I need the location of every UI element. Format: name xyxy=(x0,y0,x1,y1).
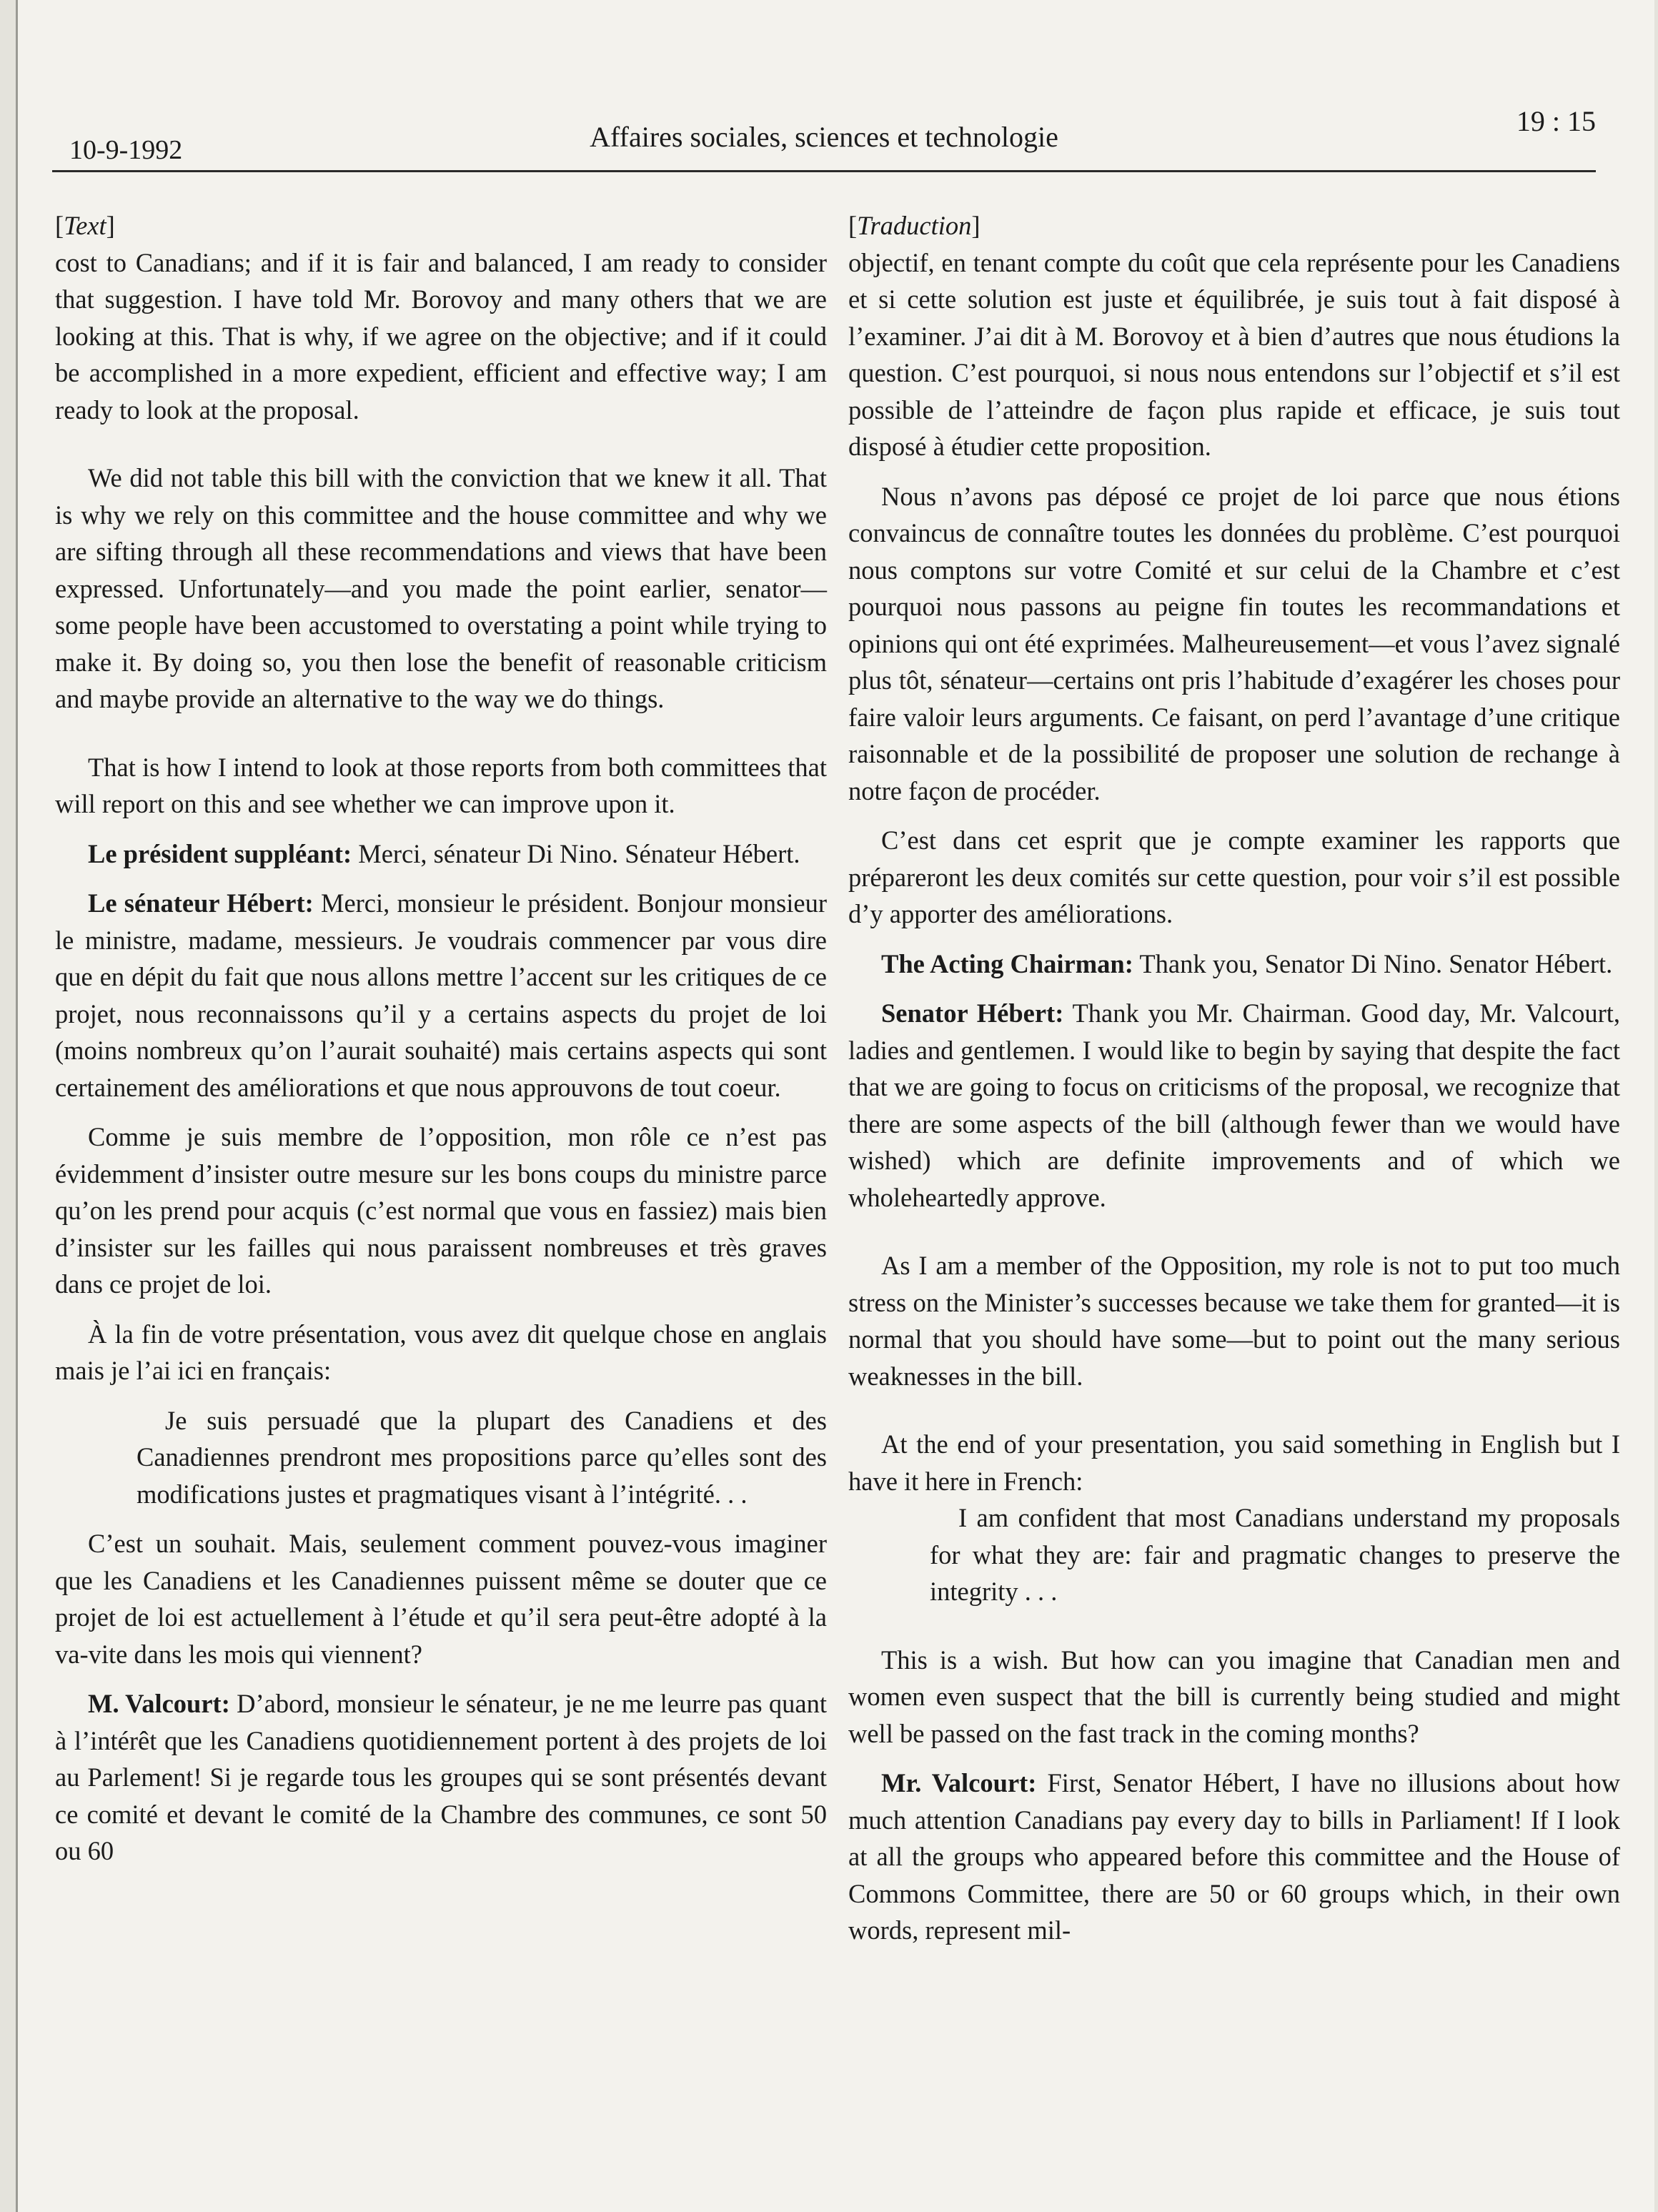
paragraph: This is a wish. But how can you imagine that Canadian men and women even suspect that the bill is currently being studied and might well be passed on the fast track in the coming months? xyxy=(848,1645,1620,1748)
speaker-name: Mr. Valcourt: xyxy=(881,1768,1037,1797)
paragraph: As I am a member of the Opposition, my role is not to put too much stress on the Minister’s successes because we take them for granted—it is normal that you should have some—but to point out the many serious weaknesses in the bill. xyxy=(848,1251,1620,1391)
speech-text: D’abord, monsieur le sénateur, je ne me leurre pas quant à l’intérêt que les Canadiens quotidiennement portent à des projets de loi au Parlement! Si je regarde tous les groupes qui se sont présentés devant ce comité et devant le comité de la Chambre des communes, ce sont 50 ou 60 xyxy=(55,1689,827,1865)
document-page xyxy=(16,0,1654,2212)
left-column xyxy=(55,207,827,1870)
speaker-name: Le président suppléant: xyxy=(88,838,352,868)
speaker-paragraph xyxy=(848,995,1620,1216)
speaker-paragraph xyxy=(848,946,1620,983)
speaker-name: M. Valcourt: xyxy=(88,1689,230,1718)
block-quote: I am confident that most Canadians understand my proposals for what they are: fair and pragmatic changes to preserve the integrity . . . xyxy=(930,1503,1620,1606)
paragraph: C’est un souhait. Mais, seulement comment pouvez-vous imaginer que les Canadiens et les Canadiennes puissent même se douter que ce projet de loi est actuellement à l’étude et qu’il sera peut-être adopté à la va-vite dans les mois qui viennent? xyxy=(55,1529,827,1669)
section-tag-label: Traduction xyxy=(857,211,972,240)
speaker-paragraph xyxy=(55,885,827,1106)
paragraph: At the end of your presentation, you said something in English but I have it here in French: xyxy=(848,1429,1620,1496)
paragraph: cost to Canadians; and if it is fair and balanced, I am ready to consider that suggestion. I have told Mr. Borovoy and many others that we are looking at this. That is why, if we agree on the objective; and if it could be accomplished in a more expedient, efficient and effective way; I am ready to look at the proposal. xyxy=(55,247,827,425)
speech-text: Thank you, Senator Di Nino. Senator Hébert. xyxy=(1133,948,1613,978)
paragraph: objectif, en tenant compte du coût que cela représente pour les Canadiens et si cette solution est juste et équilibrée, je suis tout à fait disposé à l’examiner. J’ai dit à M. Borovoy et à bien d’autres que nous étudions la question. C’est pourquoi, si nous nous entendons sur l’objectif et s’il est possible de l’atteindre de façon plus rapide et efficace, je suis tout disposé à étudier cette proposition. xyxy=(848,247,1620,461)
right-column xyxy=(848,207,1620,1949)
section-tag: [Text] xyxy=(55,211,115,240)
header-page-number: 19 : 15 xyxy=(1516,105,1596,137)
header-title: Affaires sociales, sciences et technologie xyxy=(590,121,1058,153)
speaker-paragraph xyxy=(55,1685,827,1870)
header-date: 10-9-1992 xyxy=(69,135,183,165)
speaker-name: The Acting Chairman: xyxy=(881,948,1133,978)
section-tag-label: Text xyxy=(64,211,106,240)
section-tag: [Traduction] xyxy=(848,211,981,240)
paragraph: Nous n’avons pas déposé ce projet de loi parce que nous étions convaincus de connaître toutes les données du problème. C’est pourquoi nous comptons sur votre Comité et sur celui de la Chambre et c’est pourquoi nous passons au peigne fin toutes les recommandations et opinions qui ont été exprimées. Malheureusement—et vous l’avez signalé plus tôt, sénateur—certains ont pris l’habitude d’exagérer les choses pour faire valoir leurs arguments. Ce faisant, on perd l’avantage d’une critique raisonnable et de la possibilité de proposer une solution de rechange à notre façon de procéder. xyxy=(848,481,1620,805)
speech-text: First, Senator Hébert, I have no illusions about how much attention Canadians pay every day to bills in Parliament! If I look at all the groups who appeared before this committee and the House of Commons Committee, there are 50 or 60 groups which, in their own words, represent mil- xyxy=(848,1768,1620,1945)
paragraph: C’est dans cet esprit que je compte examiner les rapports que prépareront les deux comités sur cette question, pour voir s’il est possible d’y apporter des améliorations. xyxy=(848,825,1620,928)
paragraph: We did not table this bill with the conviction that we knew it all. That is why we rely on this committee and the house committee and why we are sifting through all these recommendations and views that have been expressed. Unfortunately—and you made the point earlier, senator—some people have been accustomed to overstating a point while trying to make it. By doing so, you then lose the benefit of reasonable criticism and maybe provide an alternative to the way we do things. xyxy=(55,463,827,713)
speaker-paragraph xyxy=(55,835,827,873)
paragraph: À la fin de votre présentation, vous avez dit quelque chose en anglais mais je l’ai ici en français: xyxy=(55,1319,827,1385)
block-quote: Je suis persuadé que la plupart des Canadiens et des Canadiennes prendront mes propositions parce qu’elles sont des modifications justes et pragmatiques visant à l’intégrité. . . xyxy=(136,1405,827,1509)
paragraph: That is how I intend to look at those reports from both committees that will report on this and see whether we can improve upon it. xyxy=(55,752,827,818)
speech-text: Merci, sénateur Di Nino. Sénateur Hébert. xyxy=(352,838,800,868)
speaker-paragraph xyxy=(848,1765,1620,1949)
speech-text: Merci, monsieur le président. Bonjour monsieur le ministre, madame, messieurs. Je voudrais commencer par vous dire que en dépit du fait que nous allons mettre l’accent sur les critiques de ce projet, nous reconnaissons qu’il y a certains aspects du projet de loi (moins nombreux qu’on l’aurait souhaité) mais certains aspects qui sont certainement des améliorations et que nous approuvons de tout coeur. xyxy=(55,888,827,1102)
speaker-name: Senator Hébert: xyxy=(881,998,1064,1028)
page-header xyxy=(52,101,1596,172)
speech-text: Thank you Mr. Chairman. Good day, Mr. Valcourt, ladies and gentlemen. I would like to begin by saying that despite the fact that we are going to focus on criticisms of the proposal, we recognize that there are some aspects of the bill (although fewer than we would have wished) which are definite improvements and of which we wholeheartedly approve. xyxy=(848,998,1621,1212)
paragraph: Comme je suis membre de l’opposition, mon rôle ce n’est pas évidemment d’insister outre mesure sur les bons coups du ministre parce qu’on les prend pour acquis (c’est normal que vous en fassiez) mais bien d’insister sur les failles qui nous paraissent nombreuses et très graves dans ce projet de loi. xyxy=(55,1122,827,1299)
speaker-name: Le sénateur Hébert: xyxy=(88,888,314,918)
